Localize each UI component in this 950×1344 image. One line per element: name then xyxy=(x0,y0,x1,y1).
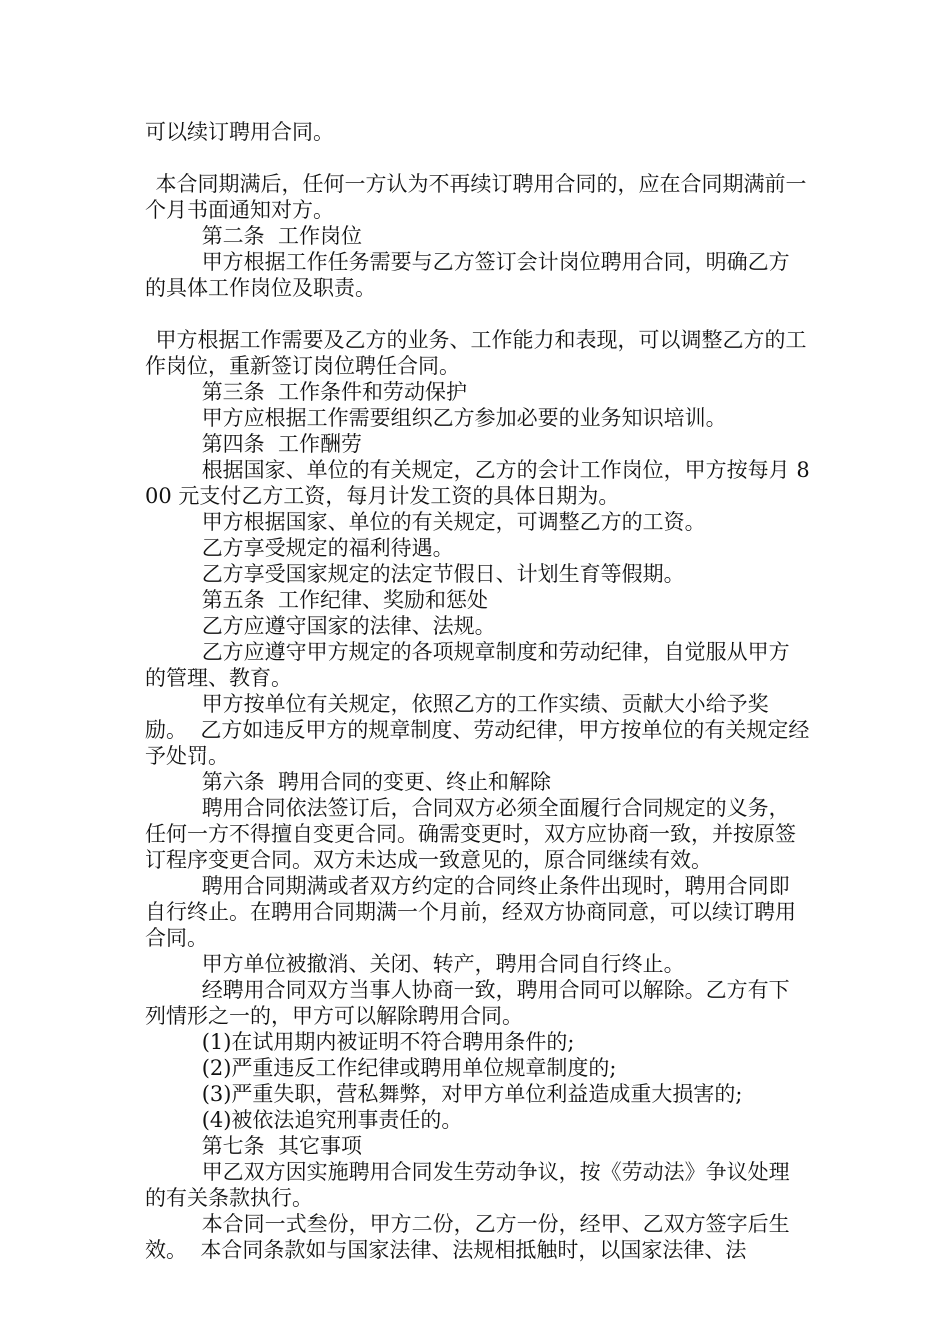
paragraph-p3: 第二条 工作岗位 xyxy=(201,224,363,248)
paragraph-p15: 乙方应遵守甲方规定的各项规章制度和劳动纪律，自觉服从甲方的管理、教育。 xyxy=(145,640,790,690)
paragraph-p16: 甲方按单位有关规定，依照乙方的工作实绩、贡献大小给予奖励。 乙方如违反甲方的规章制度、劳动纪律，甲方按单位的有关规定经予处罚。 xyxy=(145,692,810,768)
paragraph-p1: 可以续订聘用合同。 xyxy=(145,120,334,144)
paragraph-p2: 本合同期满后，任何一方认为不再续订聘用合同的，应在合同期满前一个月书面通知对方。 xyxy=(145,172,807,222)
paragraph-spacer xyxy=(145,301,810,327)
paragraph-p5: 甲方根据工作需要及乙方的业务、工作能力和表现，可以调整乙方的工作岗位，重新签订岗位聘任合同。 xyxy=(145,328,807,378)
paragraph-p13: 第五条 工作纪律、奖励和惩处 xyxy=(201,588,489,612)
paragraph-p25: (4)被依法追究刑事责任的。 xyxy=(201,1108,463,1132)
paragraph-p14: 乙方应遵守国家的法律、法规。 xyxy=(201,614,496,638)
paragraph-p23: (2)严重违反工作纪律或聘用单位规章制度的; xyxy=(201,1056,617,1080)
paragraph-p24: (3)严重失职，营私舞弊，对甲方单位利益造成重大损害的; xyxy=(201,1082,743,1106)
paragraph-p22: (1)在试用期内被证明不符合聘用条件的; xyxy=(201,1030,575,1054)
paragraph-p7: 甲方应根据工作需要组织乙方参加必要的业务知识培训。 xyxy=(201,406,727,430)
paragraph-p19: 聘用合同期满或者双方约定的合同终止条件出现时，聘用合同即自行终止。在聘用合同期满一个月前，经双方协商同意，可以续订聘用合同。 xyxy=(145,874,796,950)
paragraph-p12: 乙方享受国家规定的法定节假日、计划生育等假期。 xyxy=(201,562,685,586)
paragraph-p18: 聘用合同依法签订后，合同双方必须全面履行合同规定的义务，任何一方不得擅自变更合同。确需变更时，双方应协商一致，并按原签订程序变更合同。双方未达成一致意见的，原合同继续有效。 xyxy=(145,796,796,872)
paragraph-p10: 甲方根据国家、单位的有关规定，可调整乙方的工资。 xyxy=(201,510,706,534)
paragraph-p6: 第三条 工作条件和劳动保护 xyxy=(201,380,468,404)
paragraph-p4: 甲方根据工作任务需要与乙方签订会计岗位聘用合同，明确乙方的具体工作岗位及职责。 xyxy=(145,250,790,300)
paragraph-p11: 乙方享受规定的福利待遇。 xyxy=(201,536,454,560)
document-body xyxy=(145,119,810,1263)
paragraph-p20: 甲方单位被撤消、关闭、转产，聘用合同自行终止。 xyxy=(201,952,685,976)
paragraph-p28: 本合同一式叁份，甲方二份，乙方一份，经甲、乙双方签字后生效。 本合同条款如与国家法律、法规相抵触时，以国家法律、法 xyxy=(145,1212,790,1262)
paragraph-p9: 根据国家、单位的有关规定，乙方的会计工作岗位，甲方按每月 800 元支付乙方工资，每月计发工资的具体日期为。 xyxy=(145,458,810,508)
paragraph-p21: 经聘用合同双方当事人协商一致，聘用合同可以解除。乙方有下列情形之一的，甲方可以解除聘用合同。 xyxy=(145,978,790,1028)
paragraph-spacer xyxy=(145,145,810,171)
paragraph-p17: 第六条 聘用合同的变更、终止和解除 xyxy=(201,770,552,794)
paragraph-p26: 第七条 其它事项 xyxy=(201,1134,363,1158)
paragraph-p8: 第四条 工作酬劳 xyxy=(201,432,363,456)
paragraph-p27: 甲乙双方因实施聘用合同发生劳动争议，按《劳动法》争议处理的有关条款执行。 xyxy=(145,1160,790,1210)
